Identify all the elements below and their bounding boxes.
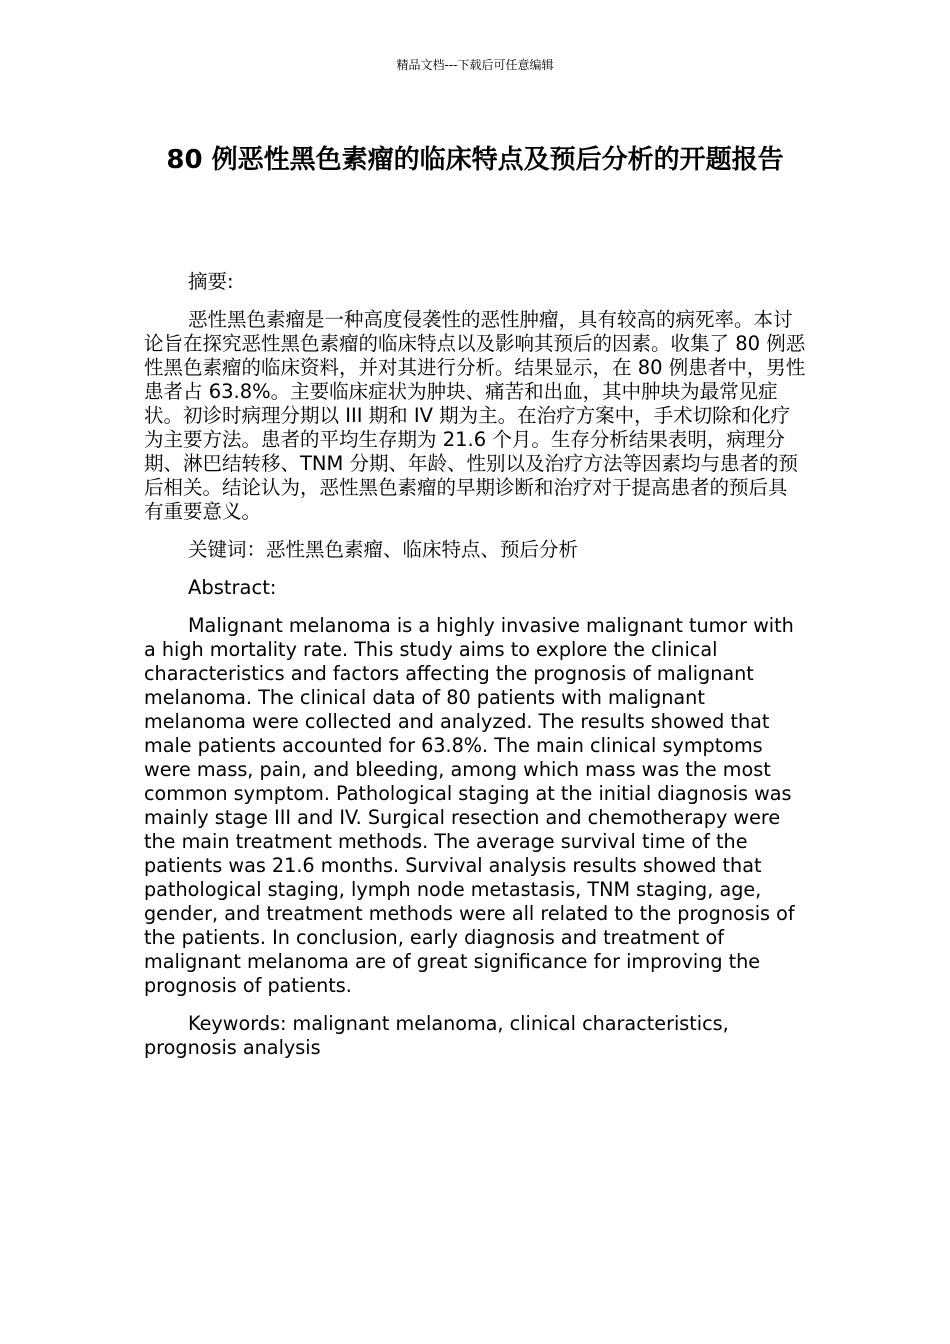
abstract-cn-label: 摘要: bbox=[188, 270, 234, 293]
abstract-cn-body: 恶性黑色素瘤是一种高度侵袭性的恶性肿瘤，具有较高的病死率。本讨论旨在探究恶性黑色素瘤的临床特点以及影响其预后的因素。收集了 80 例恶性黑色素瘤的临床资料，并对其进行分析。结果显示，在 80 例患者中，男性患者占 63.8%。主要临床症状为肿块、痛苦和出血，其中肿块为最常见症状。初诊时病理分期以 III 期和 IV 期为主。在治疗方案中，手术切除和化疗为主要方法。患者的平均生存期为 21.6 个月。生存分析结果表明，病理分期、淋巴结转移、TNM 分期、年龄、性别以及治疗方法等因素均与患者的预后相关。结论认为，恶性黑色素瘤的早期诊断和治疗对于提高患者的预后具有重要意义。 bbox=[144, 308, 806, 523]
keywords-cn: 关键词：恶性黑色素瘤、临床特点、预后分析 bbox=[188, 538, 579, 561]
page-header: 精品文档---下载后可任意编辑 bbox=[396, 58, 554, 72]
document-body bbox=[144, 270, 806, 1074]
abstract-en-body: Malignant melanoma is a highly invasive malignant tumor with a high mortality rate. This study aims to explore the clinical characteristics and factors affecting the prognosis of malignant melanoma. The clinical data of 80 patients with malignant melanoma were collected and analyzed. The results showed that male patients accounted for 63.8%. The main clinical symptoms were mass, pain, and bleeding, among which mass was the most common symptom. Pathological staging at the initial diagnosis was mainly stage III and IV. Surgical resection and chemotherapy were the main treatment methods. The average survival time of the patients was 21.6 months. Survival analysis results showed that pathological staging, lymph node metastasis, TNM staging, age, gender, and treatment methods were all related to the prognosis of the patients. In conclusion, early diagnosis and treatment of malignant melanoma are of great significance for improving the prognosis of patients. bbox=[144, 614, 795, 997]
document-title: 80 例恶性黑色素瘤的临床特点及预后分析的开题报告 bbox=[166, 145, 784, 175]
abstract-en-label: Abstract: bbox=[188, 576, 277, 599]
keywords-en: Keywords: malignant melanoma, clinical characteristics, prognosis analysis bbox=[144, 1012, 729, 1059]
